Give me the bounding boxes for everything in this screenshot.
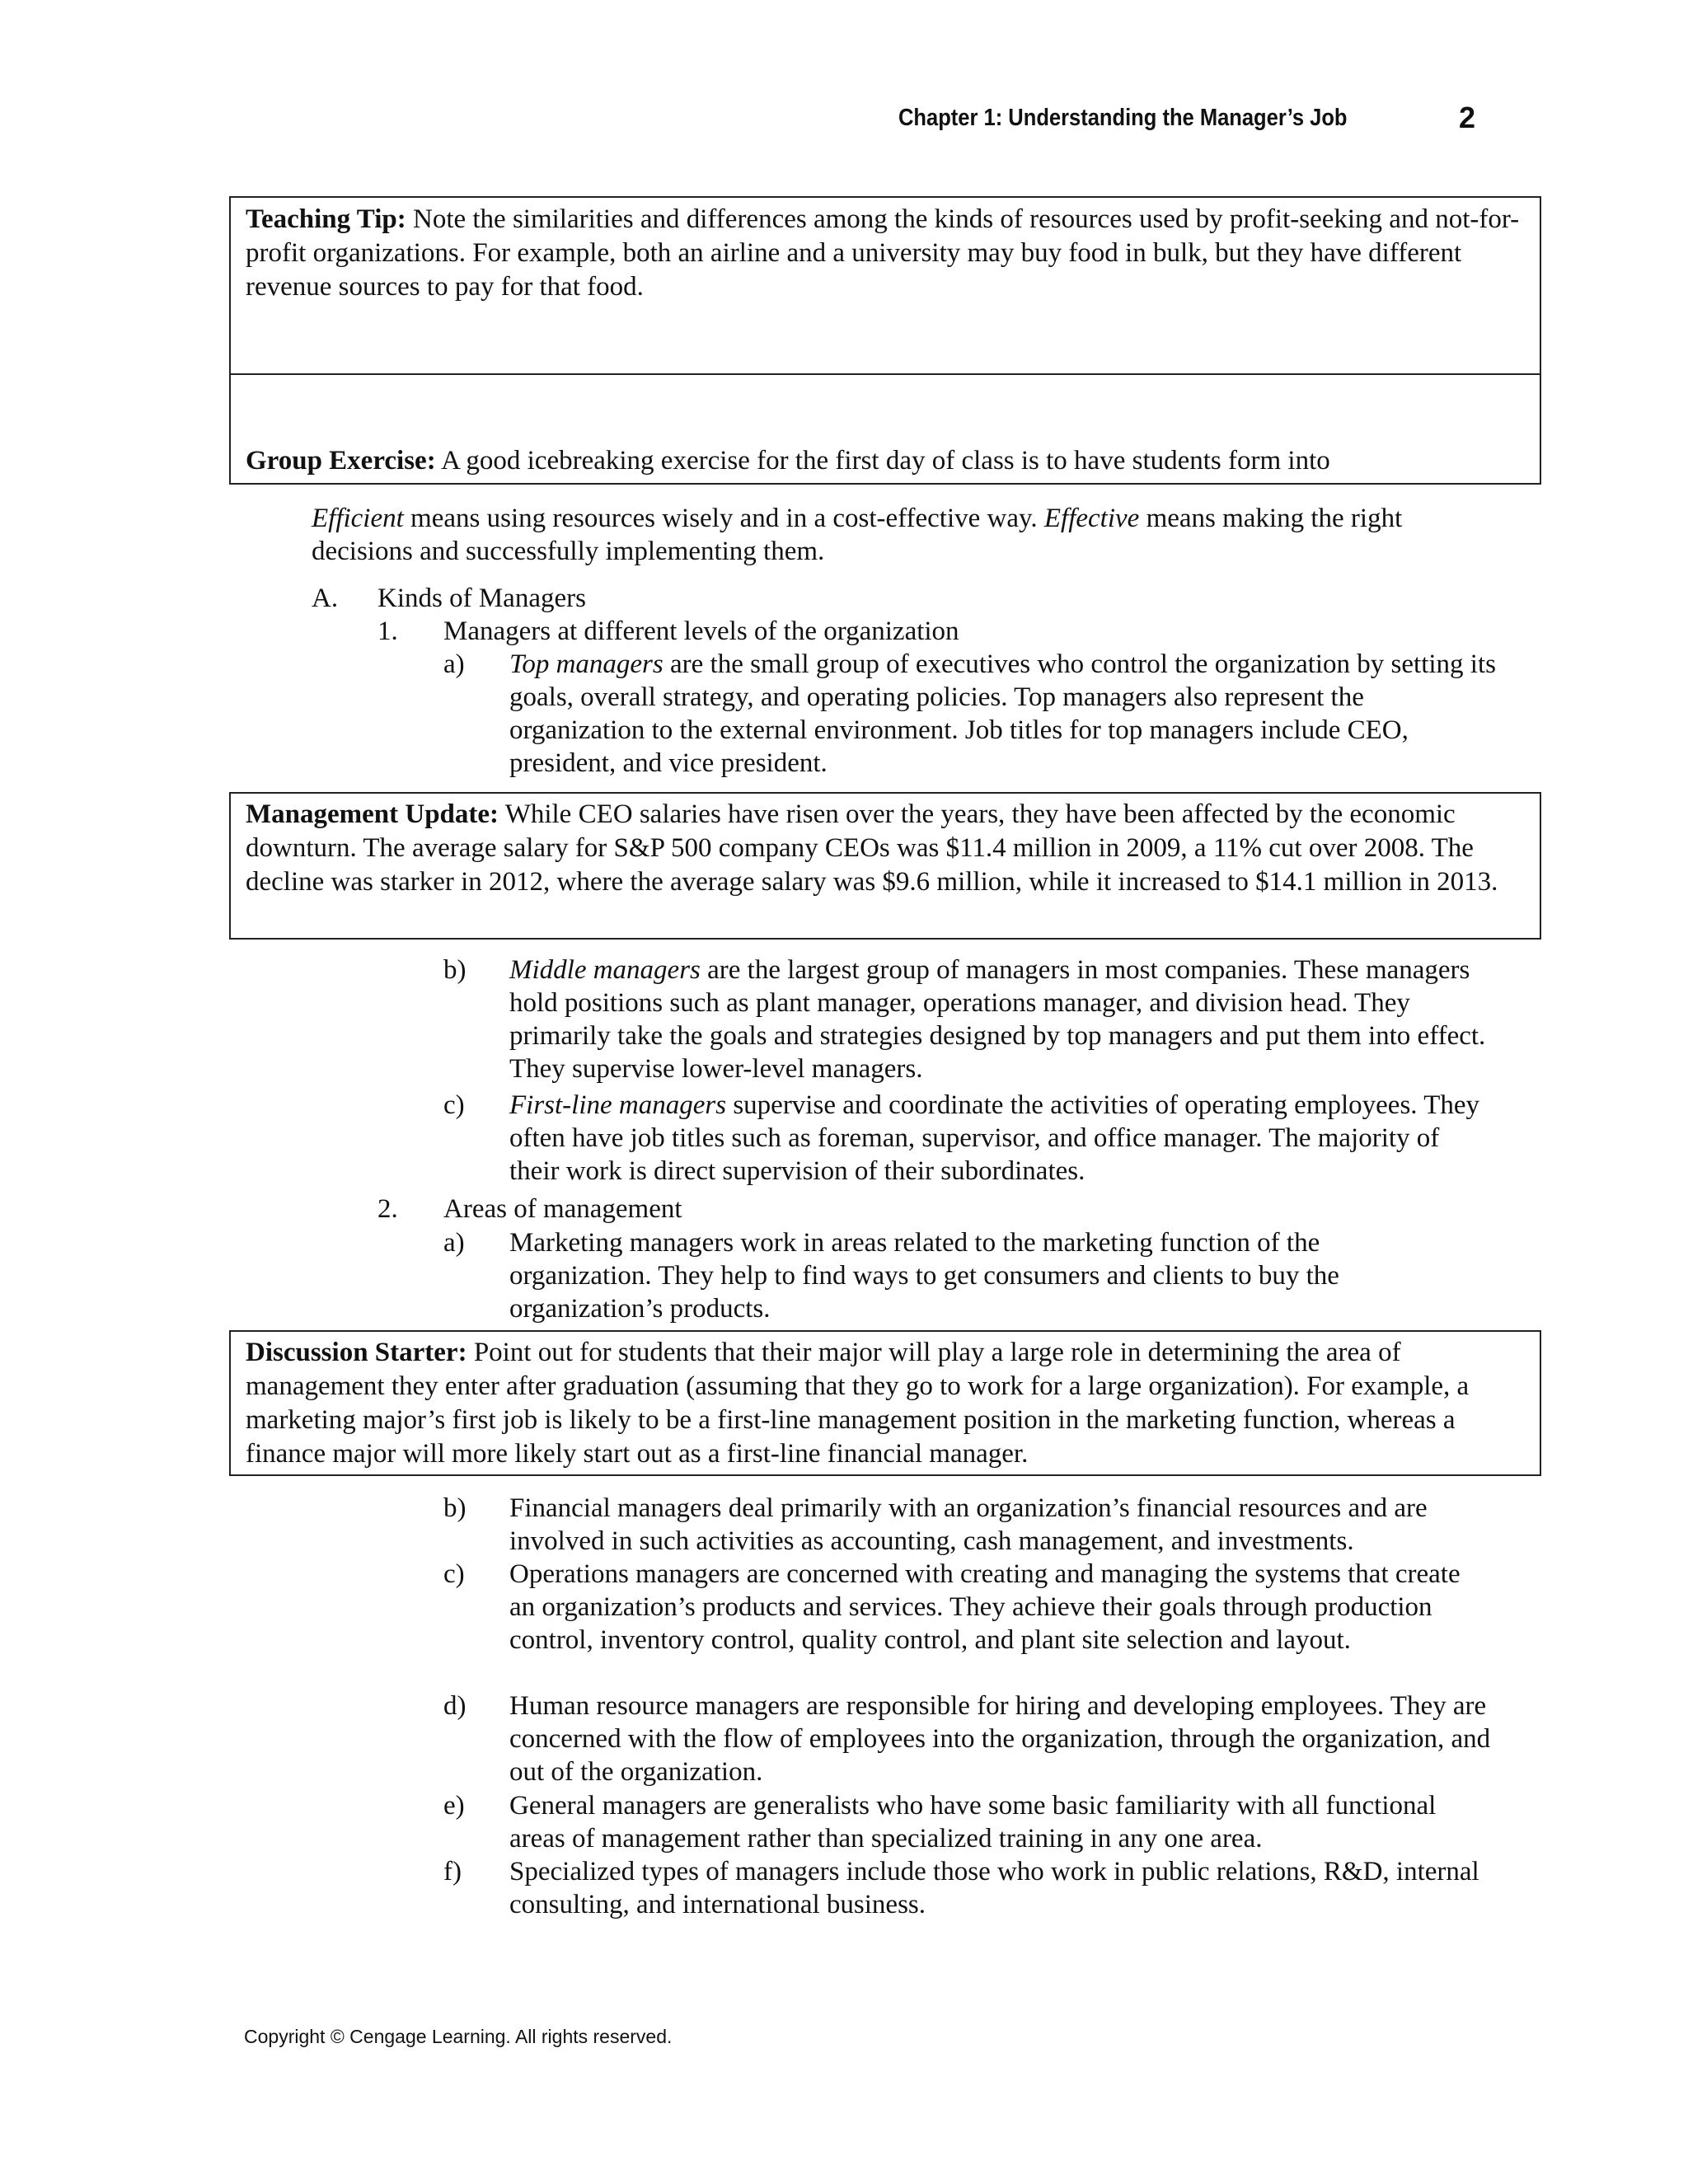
middle-managers-definition: are the largest group of managers in most companies. These managers hold positions such as plant manager, operations manager, and division head. They primarily take the goals and strategies designed by top managers and put them into effect. They supervise lower-level managers.	[509, 955, 1486, 1084]
item-1a-label: a)	[443, 649, 465, 679]
copyright-footer: Copyright © Cengage Learning. All rights reserved.	[244, 2026, 673, 2047]
item-2a-text: Marketing managers work in areas related to the marketing function of the organization. They help to find ways to get consumers and clients to buy the organization’s products.	[509, 1228, 1339, 1324]
group-exercise-text: A good icebreaking exercise for the first day of class is to have students form into	[441, 446, 1330, 476]
term-efficient: Efficient	[312, 504, 404, 533]
item-2b-text: Financial managers deal primarily with an organization’s financial resources and are involved in such activities as accounting, cash management, and investments.	[509, 1493, 1428, 1556]
teaching-tip-box	[229, 196, 1541, 375]
item-2c-text: Operations managers are concerned with creating and managing the systems that create an organization’s products and services. They achieve their goals through production control, inventory control, quality control, and plant site selection and layout.	[509, 1559, 1461, 1655]
chapter-title: Chapter 1: Understanding the Manager’s Job	[898, 104, 1348, 131]
item-1c-label: c)	[443, 1090, 465, 1120]
item-2-title: Areas of management	[443, 1194, 682, 1224]
discussion-starter-box	[229, 1330, 1541, 1476]
item-1b-text	[509, 954, 1490, 1085]
discussion-starter-label: Discussion Starter:	[246, 1338, 467, 1367]
page-header	[898, 97, 1475, 138]
section-a-title: Kinds of Managers	[377, 583, 586, 613]
section-a-label: A.	[312, 583, 339, 613]
term-effective: Effective	[1043, 504, 1140, 533]
first-line-managers-definition: supervise and coordinate the activities of operating employees. They often have job titles such as foreman, supervisor, and office manager. The majority of their work is direct supervision of their subordinates.	[509, 1090, 1480, 1186]
page-number: 2	[1458, 101, 1475, 134]
discussion-starter-text: Point out for students that their major will play a large role in determining the area of management they enter after graduation (assuming that they go to work for a large organization). For example, a marketing major’s first job is likely to be a first-line management position in the marketing function, whereas a finance major will more likely start out as a first-line financial manager.	[246, 1338, 1470, 1469]
item-2c-label: c)	[443, 1559, 465, 1589]
item-2a-label: a)	[443, 1228, 465, 1258]
item-2e-label: e)	[443, 1791, 465, 1821]
item-2d-text: Human resource managers are responsible for hiring and developing employees. They are concerned with the flow of employees into the organization, through the organization, and out of the organization.	[509, 1691, 1491, 1787]
term-first-line-managers: First-line managers	[509, 1090, 727, 1120]
item-2-label: 2.	[377, 1194, 398, 1224]
item-1-title: Managers at different levels of the organization	[443, 616, 959, 646]
group-exercise-label: Group Exercise:	[246, 446, 436, 476]
efficiency-paragraph	[312, 502, 1498, 568]
item-2e-text: General managers are generalists who have some basic familiarity with all functional areas of management rather than specialized training in any one area.	[509, 1791, 1437, 1854]
management-update-box	[229, 792, 1541, 940]
item-2d-label: d)	[443, 1691, 467, 1721]
top-managers-definition: are the small group of executives who control the organization by setting its goals, overall strategy, and operating policies. Top managers also represent the organization to the external environment. Job titles for top managers include CEO, president, and vice president.	[509, 649, 1496, 778]
item-1c-text	[509, 1089, 1490, 1188]
effective-definition: means making the right decisions and successfully implementing them.	[312, 504, 1403, 566]
item-2f-label: f)	[443, 1857, 462, 1886]
teaching-tip-text: Note the similarities and differences among the kinds of resources used by profit-seeking and not-for-profit organizations. For example, both an airline and a university may buy food in bulk, but they have different revenue sources to pay for that food.	[246, 204, 1520, 302]
term-middle-managers: Middle managers	[509, 955, 701, 985]
management-update-text: While CEO salaries have risen over the years, they have been affected by the economic downturn. The average salary for S&P 500 company CEOs was $11.4 million in 2009, a 11% cut over 2008. The decline was starker in 2012, where the average salary was $9.6 million, while it increased to $14.1 million in 2013.	[246, 799, 1498, 897]
group-exercise-box	[229, 373, 1541, 485]
efficient-definition: means using resources wisely and in a cost-effective way.	[410, 504, 1038, 533]
item-2b-label: b)	[443, 1493, 467, 1523]
teaching-tip-label: Teaching Tip:	[246, 204, 406, 234]
management-update-label: Management Update:	[246, 799, 499, 829]
item-1-label: 1.	[377, 616, 398, 646]
item-1a-text	[509, 648, 1498, 780]
term-top-managers: Top managers	[509, 649, 663, 679]
item-1b-label: b)	[443, 955, 467, 985]
item-2f-text: Specialized types of managers include those who work in public relations, R&D, internal consulting, and international business.	[509, 1857, 1479, 1919]
